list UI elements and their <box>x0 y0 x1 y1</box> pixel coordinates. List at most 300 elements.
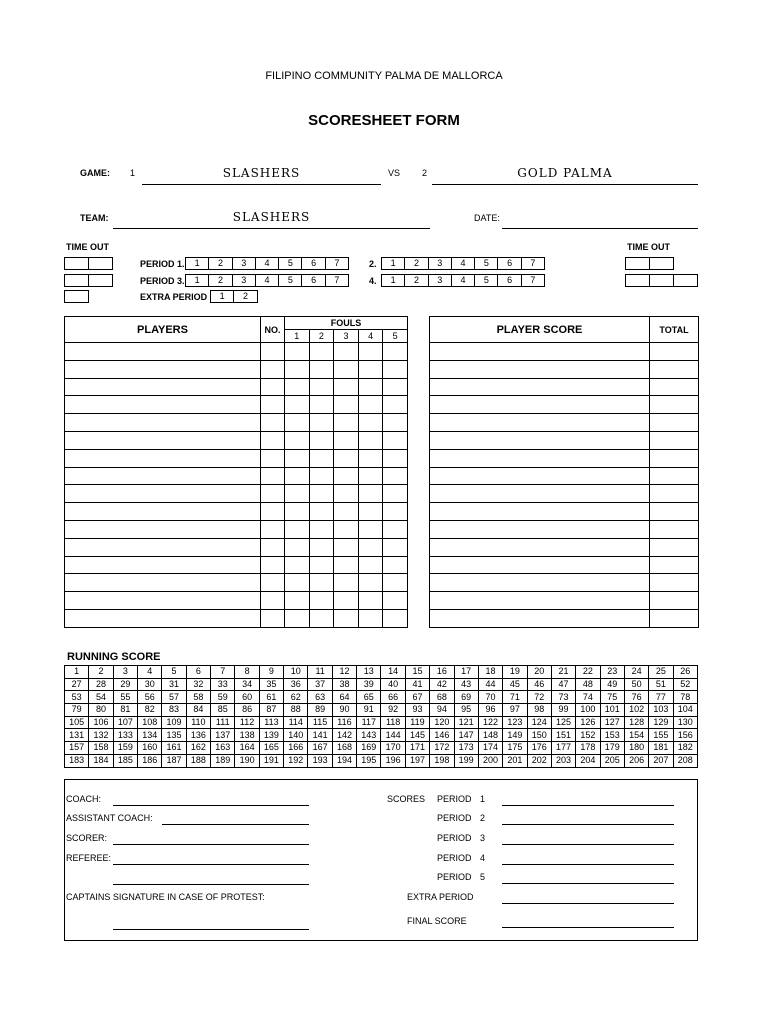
running-score-cell[interactable]: 66 <box>381 691 405 704</box>
running-score-cell[interactable]: 203 <box>551 754 575 767</box>
running-score-cell[interactable]: 137 <box>211 729 235 742</box>
player-score-cell[interactable] <box>430 503 650 521</box>
running-score-cell[interactable]: 193 <box>308 754 332 767</box>
running-score-cell[interactable]: 117 <box>357 716 381 729</box>
total-cell[interactable] <box>650 609 699 627</box>
running-score-cell[interactable]: 114 <box>284 716 308 729</box>
foul-cell[interactable] <box>309 378 334 396</box>
player-score-cell[interactable] <box>430 449 650 467</box>
period-box[interactable]: 3 <box>232 257 256 270</box>
player-score-cell[interactable] <box>430 556 650 574</box>
running-score-cell[interactable]: 97 <box>503 704 527 717</box>
running-score-cell[interactable]: 156 <box>673 729 697 742</box>
player-number-cell[interactable] <box>261 503 285 521</box>
timeout-box[interactable] <box>625 274 650 287</box>
running-score-cell[interactable]: 160 <box>138 742 162 755</box>
running-score-cell[interactable]: 187 <box>162 754 186 767</box>
foul-cell[interactable] <box>334 538 359 556</box>
running-score-cell[interactable]: 146 <box>430 729 454 742</box>
player-number-cell[interactable] <box>261 467 285 485</box>
running-score-cell[interactable]: 127 <box>600 716 624 729</box>
running-score-cell[interactable]: 111 <box>211 716 235 729</box>
period-box[interactable]: 6 <box>301 257 325 270</box>
running-score-cell[interactable]: 207 <box>649 754 673 767</box>
running-score-cell[interactable]: 157 <box>65 742 89 755</box>
running-score-cell[interactable]: 39 <box>357 678 381 691</box>
running-score-cell[interactable]: 159 <box>113 742 137 755</box>
foul-cell[interactable] <box>334 503 359 521</box>
foul-cell[interactable] <box>358 414 383 432</box>
running-score-cell[interactable]: 57 <box>162 691 186 704</box>
running-score-cell[interactable]: 143 <box>357 729 381 742</box>
total-cell[interactable] <box>650 431 699 449</box>
running-score-cell[interactable]: 73 <box>551 691 575 704</box>
running-score-cell[interactable]: 106 <box>89 716 113 729</box>
foul-cell[interactable] <box>334 378 359 396</box>
timeout-box[interactable] <box>64 290 89 303</box>
foul-cell[interactable] <box>285 592 310 610</box>
foul-cell[interactable] <box>383 396 408 414</box>
player-name-cell[interactable] <box>65 449 261 467</box>
running-score-cell[interactable]: 31 <box>162 678 186 691</box>
running-score-cell[interactable]: 45 <box>503 678 527 691</box>
period-score-field-2[interactable] <box>502 813 674 825</box>
running-score-cell[interactable]: 107 <box>113 716 137 729</box>
running-score-cell[interactable]: 179 <box>600 742 624 755</box>
player-name-cell[interactable] <box>65 538 261 556</box>
running-score-cell[interactable]: 147 <box>454 729 478 742</box>
period-box[interactable]: 2 <box>208 257 232 270</box>
period-box[interactable]: 6 <box>497 257 521 270</box>
foul-cell[interactable] <box>383 431 408 449</box>
running-score-cell[interactable]: 198 <box>430 754 454 767</box>
period-box[interactable]: 6 <box>497 274 521 287</box>
running-score-cell[interactable]: 189 <box>211 754 235 767</box>
running-score-cell[interactable]: 208 <box>673 754 697 767</box>
away-team-field[interactable]: GOLD PALMA <box>432 166 698 185</box>
running-score-cell[interactable]: 181 <box>649 742 673 755</box>
timeout-box[interactable] <box>64 274 89 287</box>
foul-cell[interactable] <box>334 414 359 432</box>
running-score-cell[interactable]: 91 <box>357 704 381 717</box>
period-box[interactable]: 1 <box>381 257 405 270</box>
running-score-cell[interactable]: 205 <box>600 754 624 767</box>
foul-cell[interactable] <box>358 556 383 574</box>
running-score-cell[interactable]: 62 <box>284 691 308 704</box>
foul-cell[interactable] <box>358 503 383 521</box>
running-score-cell[interactable]: 105 <box>65 716 89 729</box>
running-score-cell[interactable]: 65 <box>357 691 381 704</box>
running-score-cell[interactable]: 135 <box>162 729 186 742</box>
period-score-field-4[interactable] <box>502 853 674 865</box>
foul-cell[interactable] <box>383 609 408 627</box>
player-name-cell[interactable] <box>65 609 261 627</box>
running-score-cell[interactable]: 68 <box>430 691 454 704</box>
running-score-cell[interactable]: 23 <box>600 666 624 679</box>
player-name-cell[interactable] <box>65 360 261 378</box>
running-score-cell[interactable]: 64 <box>332 691 356 704</box>
running-score-cell[interactable]: 144 <box>381 729 405 742</box>
running-score-cell[interactable]: 26 <box>673 666 697 679</box>
running-score-cell[interactable]: 116 <box>332 716 356 729</box>
running-score-cell[interactable]: 10 <box>284 666 308 679</box>
foul-cell[interactable] <box>334 520 359 538</box>
foul-cell[interactable] <box>334 556 359 574</box>
player-name-cell[interactable] <box>65 592 261 610</box>
period-box[interactable]: 2 <box>208 274 232 287</box>
running-score-cell[interactable]: 99 <box>551 704 575 717</box>
captains-signature-field[interactable] <box>113 918 309 930</box>
running-score-cell[interactable]: 138 <box>235 729 259 742</box>
player-name-cell[interactable] <box>65 414 261 432</box>
running-score-cell[interactable]: 194 <box>332 754 356 767</box>
running-score-cell[interactable]: 69 <box>454 691 478 704</box>
running-score-cell[interactable]: 78 <box>673 691 697 704</box>
extra-period-score-field[interactable] <box>502 892 674 904</box>
running-score-cell[interactable]: 104 <box>673 704 697 717</box>
running-score-cell[interactable]: 53 <box>65 691 89 704</box>
running-score-cell[interactable]: 28 <box>89 678 113 691</box>
foul-cell[interactable] <box>358 520 383 538</box>
running-score-cell[interactable]: 51 <box>649 678 673 691</box>
running-score-cell[interactable]: 192 <box>284 754 308 767</box>
foul-cell[interactable] <box>285 449 310 467</box>
period-box[interactable]: 2 <box>233 290 257 303</box>
period-box[interactable]: 3 <box>428 274 452 287</box>
player-number-cell[interactable] <box>261 520 285 538</box>
running-score-cell[interactable]: 82 <box>138 704 162 717</box>
period-box[interactable]: 7 <box>521 257 545 270</box>
running-score-cell[interactable]: 81 <box>113 704 137 717</box>
running-score-cell[interactable]: 55 <box>113 691 137 704</box>
running-score-cell[interactable]: 19 <box>503 666 527 679</box>
running-score-cell[interactable]: 37 <box>308 678 332 691</box>
foul-cell[interactable] <box>358 467 383 485</box>
running-score-cell[interactable]: 139 <box>259 729 283 742</box>
foul-cell[interactable] <box>285 520 310 538</box>
running-score-cell[interactable]: 200 <box>478 754 502 767</box>
running-score-cell[interactable]: 169 <box>357 742 381 755</box>
running-score-cell[interactable]: 131 <box>65 729 89 742</box>
running-score-cell[interactable]: 11 <box>308 666 332 679</box>
running-score-cell[interactable]: 149 <box>503 729 527 742</box>
timeout-box[interactable] <box>88 274 113 287</box>
running-score-cell[interactable]: 70 <box>478 691 502 704</box>
running-score-cell[interactable]: 67 <box>405 691 429 704</box>
total-cell[interactable] <box>650 538 699 556</box>
foul-cell[interactable] <box>383 556 408 574</box>
running-score-cell[interactable]: 124 <box>527 716 551 729</box>
running-score-cell[interactable]: 6 <box>186 666 210 679</box>
player-name-cell[interactable] <box>65 396 261 414</box>
running-score-cell[interactable]: 72 <box>527 691 551 704</box>
running-score-cell[interactable]: 90 <box>332 704 356 717</box>
running-score-cell[interactable]: 115 <box>308 716 332 729</box>
total-cell[interactable] <box>650 485 699 503</box>
running-score-cell[interactable]: 171 <box>405 742 429 755</box>
running-score-cell[interactable]: 77 <box>649 691 673 704</box>
foul-cell[interactable] <box>334 609 359 627</box>
running-score-cell[interactable]: 56 <box>138 691 162 704</box>
running-score-cell[interactable]: 170 <box>381 742 405 755</box>
foul-cell[interactable] <box>334 485 359 503</box>
running-score-cell[interactable]: 129 <box>649 716 673 729</box>
running-score-cell[interactable]: 199 <box>454 754 478 767</box>
foul-cell[interactable] <box>309 503 334 521</box>
period-box[interactable]: 1 <box>185 257 209 270</box>
foul-cell[interactable] <box>358 449 383 467</box>
foul-cell[interactable] <box>383 485 408 503</box>
running-score-cell[interactable]: 165 <box>259 742 283 755</box>
referee-field-1[interactable] <box>113 853 309 865</box>
home-team-field[interactable]: SLASHERS <box>142 166 381 185</box>
running-score-cell[interactable]: 185 <box>113 754 137 767</box>
period-box[interactable]: 3 <box>232 274 256 287</box>
running-score-cell[interactable]: 32 <box>186 678 210 691</box>
running-score-cell[interactable]: 87 <box>259 704 283 717</box>
running-score-cell[interactable]: 4 <box>138 666 162 679</box>
running-score-cell[interactable]: 197 <box>405 754 429 767</box>
running-score-cell[interactable]: 14 <box>381 666 405 679</box>
running-score-cell[interactable]: 128 <box>624 716 648 729</box>
player-name-cell[interactable] <box>65 556 261 574</box>
period-box[interactable]: 1 <box>210 290 234 303</box>
period-box[interactable]: 6 <box>301 274 325 287</box>
running-score-cell[interactable]: 162 <box>186 742 210 755</box>
running-score-cell[interactable]: 168 <box>332 742 356 755</box>
period-score-field-1[interactable] <box>502 794 674 806</box>
running-score-cell[interactable]: 173 <box>454 742 478 755</box>
running-score-cell[interactable]: 43 <box>454 678 478 691</box>
running-score-cell[interactable]: 130 <box>673 716 697 729</box>
running-score-cell[interactable]: 110 <box>186 716 210 729</box>
running-score-cell[interactable]: 158 <box>89 742 113 755</box>
foul-cell[interactable] <box>358 609 383 627</box>
foul-cell[interactable] <box>309 414 334 432</box>
running-score-cell[interactable]: 155 <box>649 729 673 742</box>
player-name-cell[interactable] <box>65 467 261 485</box>
foul-cell[interactable] <box>358 538 383 556</box>
running-score-cell[interactable]: 86 <box>235 704 259 717</box>
total-cell[interactable] <box>650 520 699 538</box>
running-score-cell[interactable]: 142 <box>332 729 356 742</box>
period-score-field-5[interactable] <box>502 872 674 884</box>
period-box[interactable]: 5 <box>474 257 498 270</box>
total-cell[interactable] <box>650 396 699 414</box>
timeout-box[interactable] <box>88 257 113 270</box>
player-score-cell[interactable] <box>430 431 650 449</box>
running-score-cell[interactable]: 29 <box>113 678 137 691</box>
total-cell[interactable] <box>650 360 699 378</box>
running-score-cell[interactable]: 154 <box>624 729 648 742</box>
running-score-cell[interactable]: 41 <box>405 678 429 691</box>
running-score-cell[interactable]: 186 <box>138 754 162 767</box>
running-score-cell[interactable]: 48 <box>576 678 600 691</box>
running-score-cell[interactable]: 7 <box>211 666 235 679</box>
running-score-cell[interactable]: 9 <box>259 666 283 679</box>
running-score-cell[interactable]: 190 <box>235 754 259 767</box>
running-score-cell[interactable]: 54 <box>89 691 113 704</box>
running-score-cell[interactable]: 12 <box>332 666 356 679</box>
running-score-cell[interactable]: 36 <box>284 678 308 691</box>
foul-cell[interactable] <box>285 343 310 361</box>
running-score-cell[interactable]: 151 <box>551 729 575 742</box>
running-score-cell[interactable]: 5 <box>162 666 186 679</box>
running-score-cell[interactable]: 17 <box>454 666 478 679</box>
running-score-cell[interactable]: 133 <box>113 729 137 742</box>
running-score-cell[interactable]: 93 <box>405 704 429 717</box>
running-score-cell[interactable]: 18 <box>478 666 502 679</box>
running-score-cell[interactable]: 153 <box>600 729 624 742</box>
running-score-cell[interactable]: 44 <box>478 678 502 691</box>
period-box[interactable]: 4 <box>451 257 475 270</box>
player-number-cell[interactable] <box>261 592 285 610</box>
running-score-cell[interactable]: 15 <box>405 666 429 679</box>
player-name-cell[interactable] <box>65 485 261 503</box>
running-score-cell[interactable]: 204 <box>576 754 600 767</box>
running-score-cell[interactable]: 61 <box>259 691 283 704</box>
running-score-cell[interactable]: 148 <box>478 729 502 742</box>
running-score-cell[interactable]: 94 <box>430 704 454 717</box>
running-score-cell[interactable]: 60 <box>235 691 259 704</box>
period-box[interactable]: 2 <box>404 274 428 287</box>
running-score-cell[interactable]: 88 <box>284 704 308 717</box>
foul-cell[interactable] <box>358 360 383 378</box>
foul-cell[interactable] <box>383 538 408 556</box>
running-score-cell[interactable]: 206 <box>624 754 648 767</box>
running-score-cell[interactable]: 40 <box>381 678 405 691</box>
player-score-cell[interactable] <box>430 467 650 485</box>
foul-cell[interactable] <box>383 343 408 361</box>
foul-cell[interactable] <box>309 609 334 627</box>
running-score-cell[interactable]: 84 <box>186 704 210 717</box>
foul-cell[interactable] <box>309 538 334 556</box>
running-score-cell[interactable]: 24 <box>624 666 648 679</box>
running-score-cell[interactable]: 58 <box>186 691 210 704</box>
foul-cell[interactable] <box>334 396 359 414</box>
foul-cell[interactable] <box>383 449 408 467</box>
foul-cell[interactable] <box>358 592 383 610</box>
foul-cell[interactable] <box>309 396 334 414</box>
foul-cell[interactable] <box>285 414 310 432</box>
player-name-cell[interactable] <box>65 574 261 592</box>
player-score-cell[interactable] <box>430 343 650 361</box>
running-score-cell[interactable]: 33 <box>211 678 235 691</box>
player-number-cell[interactable] <box>261 574 285 592</box>
running-score-cell[interactable]: 3 <box>113 666 137 679</box>
player-number-cell[interactable] <box>261 360 285 378</box>
player-number-cell[interactable] <box>261 414 285 432</box>
total-cell[interactable] <box>650 556 699 574</box>
player-name-cell[interactable] <box>65 520 261 538</box>
period-box[interactable]: 7 <box>521 274 545 287</box>
running-score-cell[interactable]: 85 <box>211 704 235 717</box>
foul-cell[interactable] <box>309 467 334 485</box>
foul-cell[interactable] <box>358 574 383 592</box>
player-number-cell[interactable] <box>261 396 285 414</box>
foul-cell[interactable] <box>383 467 408 485</box>
running-score-cell[interactable]: 202 <box>527 754 551 767</box>
foul-cell[interactable] <box>309 485 334 503</box>
total-cell[interactable] <box>650 378 699 396</box>
running-score-cell[interactable]: 152 <box>576 729 600 742</box>
foul-cell[interactable] <box>383 503 408 521</box>
date-field[interactable] <box>502 210 698 229</box>
running-score-cell[interactable]: 121 <box>454 716 478 729</box>
timeout-box[interactable] <box>625 257 650 270</box>
running-score-cell[interactable]: 178 <box>576 742 600 755</box>
running-score-cell[interactable]: 27 <box>65 678 89 691</box>
player-name-cell[interactable] <box>65 378 261 396</box>
running-score-cell[interactable]: 63 <box>308 691 332 704</box>
running-score-cell[interactable]: 98 <box>527 704 551 717</box>
foul-cell[interactable] <box>358 378 383 396</box>
foul-cell[interactable] <box>383 360 408 378</box>
total-cell[interactable] <box>650 449 699 467</box>
running-score-cell[interactable]: 34 <box>235 678 259 691</box>
running-score-cell[interactable]: 2 <box>89 666 113 679</box>
timeout-box[interactable] <box>64 257 89 270</box>
running-score-cell[interactable]: 47 <box>551 678 575 691</box>
period-score-field-3[interactable] <box>502 833 674 845</box>
player-number-cell[interactable] <box>261 378 285 396</box>
running-score-cell[interactable]: 25 <box>649 666 673 679</box>
running-score-cell[interactable]: 126 <box>576 716 600 729</box>
period-box[interactable]: 7 <box>325 274 349 287</box>
running-score-cell[interactable]: 174 <box>478 742 502 755</box>
running-score-cell[interactable]: 177 <box>551 742 575 755</box>
foul-cell[interactable] <box>309 520 334 538</box>
foul-cell[interactable] <box>285 503 310 521</box>
running-score-cell[interactable]: 175 <box>503 742 527 755</box>
running-score-cell[interactable]: 74 <box>576 691 600 704</box>
foul-cell[interactable] <box>334 431 359 449</box>
running-score-cell[interactable]: 191 <box>259 754 283 767</box>
running-score-cell[interactable]: 52 <box>673 678 697 691</box>
running-score-cell[interactable]: 20 <box>527 666 551 679</box>
running-score-cell[interactable]: 118 <box>381 716 405 729</box>
foul-cell[interactable] <box>309 431 334 449</box>
player-score-cell[interactable] <box>430 485 650 503</box>
running-score-cell[interactable]: 134 <box>138 729 162 742</box>
foul-cell[interactable] <box>334 449 359 467</box>
player-score-cell[interactable] <box>430 378 650 396</box>
running-score-cell[interactable]: 8 <box>235 666 259 679</box>
player-score-cell[interactable] <box>430 414 650 432</box>
running-score-cell[interactable]: 108 <box>138 716 162 729</box>
coach-field[interactable] <box>113 794 309 806</box>
foul-cell[interactable] <box>285 396 310 414</box>
running-score-cell[interactable]: 21 <box>551 666 575 679</box>
foul-cell[interactable] <box>309 360 334 378</box>
running-score-cell[interactable]: 35 <box>259 678 283 691</box>
foul-cell[interactable] <box>383 378 408 396</box>
player-score-cell[interactable] <box>430 592 650 610</box>
period-box[interactable]: 4 <box>255 257 279 270</box>
total-cell[interactable] <box>650 503 699 521</box>
total-cell[interactable] <box>650 592 699 610</box>
foul-cell[interactable] <box>285 574 310 592</box>
running-score-cell[interactable]: 161 <box>162 742 186 755</box>
foul-cell[interactable] <box>285 431 310 449</box>
period-box[interactable]: 1 <box>381 274 405 287</box>
running-score-cell[interactable]: 16 <box>430 666 454 679</box>
running-score-cell[interactable]: 172 <box>430 742 454 755</box>
foul-cell[interactable] <box>309 556 334 574</box>
running-score-cell[interactable]: 13 <box>357 666 381 679</box>
running-score-cell[interactable]: 75 <box>600 691 624 704</box>
running-score-cell[interactable]: 80 <box>89 704 113 717</box>
